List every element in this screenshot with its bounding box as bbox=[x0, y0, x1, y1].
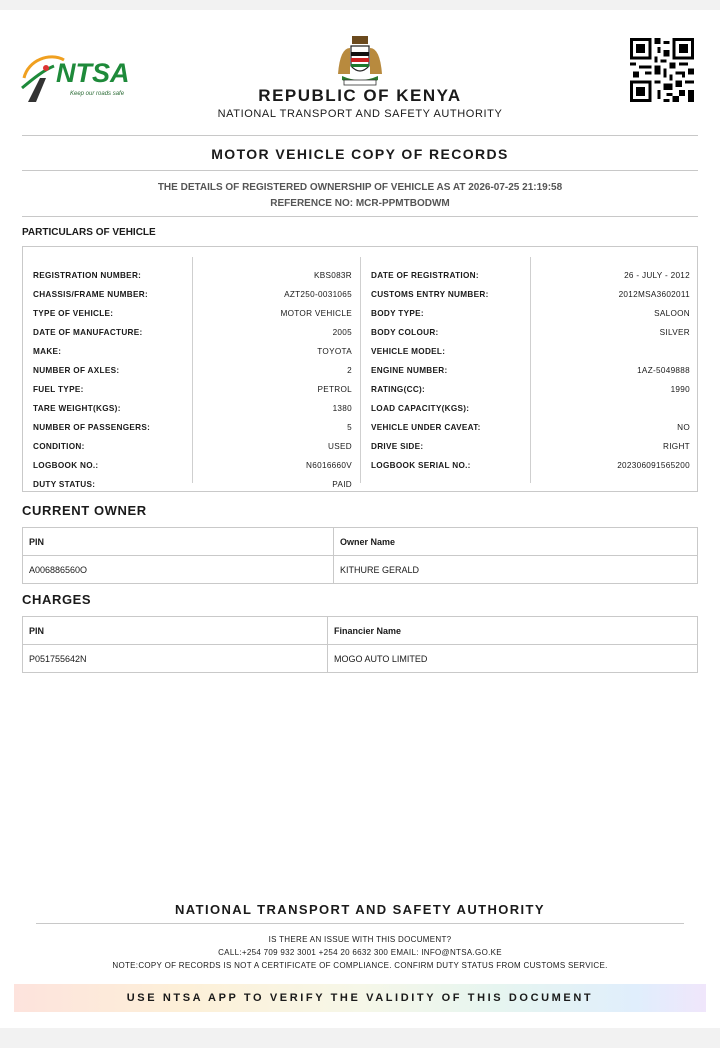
field-value: PAID bbox=[332, 480, 352, 489]
particulars-heading: PARTICULARS OF VEHICLE bbox=[22, 227, 156, 238]
field-label: TARE WEIGHT(KGS): bbox=[33, 404, 121, 413]
field-label: LOGBOOK NO.: bbox=[33, 461, 99, 470]
logo-text: NTSA bbox=[56, 58, 130, 88]
field-label: BODY TYPE: bbox=[371, 309, 424, 318]
table-header-row bbox=[23, 528, 698, 556]
field-value: 2012MSA3602011 bbox=[618, 290, 690, 299]
field-value: SILVER bbox=[659, 328, 690, 337]
field-value: 1380 bbox=[332, 404, 352, 413]
divider bbox=[22, 170, 698, 171]
authority-subheading: NATIONAL TRANSPORT AND SAFETY AUTHORITY bbox=[217, 108, 503, 120]
divider bbox=[22, 135, 698, 136]
field-label: LOAD CAPACITY(KGS): bbox=[371, 404, 470, 413]
field-value: MOTOR VEHICLE bbox=[280, 309, 352, 318]
field-label: NUMBER OF AXLES: bbox=[33, 366, 120, 375]
particulars-row bbox=[23, 442, 699, 461]
owner-name: KITHURE GERALD bbox=[334, 556, 698, 584]
current-owner-table bbox=[22, 527, 698, 584]
field-label: MAKE: bbox=[33, 347, 62, 356]
particulars-panel bbox=[22, 246, 698, 492]
field-label: BODY COLOUR: bbox=[371, 328, 439, 337]
field-value: KBS083R bbox=[313, 271, 352, 280]
field-value: 2 bbox=[347, 366, 352, 375]
field-label: DUTY STATUS: bbox=[33, 480, 96, 489]
owner-name-column-header: Owner Name bbox=[334, 528, 698, 556]
field-value: SALOON bbox=[654, 309, 690, 318]
particulars-row bbox=[23, 461, 699, 480]
field-value: 5 bbox=[347, 423, 352, 432]
particulars-row bbox=[23, 385, 699, 404]
financier-name-column-header: Financier Name bbox=[328, 617, 698, 645]
field-value: 26 - JULY - 2012 bbox=[624, 271, 690, 280]
field-label: REGISTRATION NUMBER: bbox=[33, 271, 142, 280]
reference-number: REFERENCE NO: MCR-PPMTBODWM bbox=[270, 198, 450, 209]
document-title: MOTOR VEHICLE COPY OF RECORDS bbox=[211, 146, 509, 162]
table-row bbox=[23, 645, 698, 673]
field-value: 2005 bbox=[332, 328, 352, 337]
ownership-details bbox=[0, 180, 720, 212]
charges-table bbox=[22, 616, 698, 673]
field-value: PETROL bbox=[317, 385, 352, 394]
footer-issue: IS THERE AN ISSUE WITH THIS DOCUMENT? bbox=[268, 935, 452, 944]
verify-banner: USE NTSA APP TO VERIFY THE VALIDITY OF THIS DOCUMENT bbox=[14, 984, 706, 1012]
field-value: 1AZ-5049888 bbox=[637, 366, 690, 375]
field-label: DATE OF REGISTRATION: bbox=[371, 271, 479, 280]
footer-contact: CALL:+254 709 932 3001 +254 20 6632 300 EMAIL: INFO@NTSA.GO.KE bbox=[218, 948, 502, 957]
field-value: 202306091565200 bbox=[617, 461, 690, 470]
footer-note: NOTE:COPY OF RECORDS IS NOT A CERTIFICATE OF COMPLIANCE. CONFIRM DUTY STATUS FROM CUSTOMS SERVICE. bbox=[112, 961, 608, 970]
details-line: THE DETAILS OF REGISTERED OWNERSHIP OF VEHICLE AS AT 2026-07-25 21:19:58 bbox=[157, 182, 563, 193]
field-label: DATE OF MANUFACTURE: bbox=[33, 328, 143, 337]
field-label: CHASSIS/FRAME NUMBER: bbox=[33, 290, 149, 299]
field-value: TOYOTA bbox=[317, 347, 352, 356]
particulars-row bbox=[23, 480, 699, 499]
field-label: CUSTOMS ENTRY NUMBER: bbox=[371, 290, 489, 299]
owner-pin: A006886560O bbox=[23, 556, 334, 584]
field-label: VEHICLE MODEL: bbox=[371, 347, 446, 356]
current-owner-heading: CURRENT OWNER bbox=[22, 503, 147, 518]
field-label: CONDITION: bbox=[33, 442, 85, 451]
charges-heading: CHARGES bbox=[22, 592, 92, 607]
document-sheet bbox=[0, 10, 720, 1028]
footer-title: NATIONAL TRANSPORT AND SAFETY AUTHORITY bbox=[175, 902, 545, 917]
particulars-row bbox=[23, 347, 699, 366]
field-label: VEHICLE UNDER CAVEAT: bbox=[371, 423, 481, 432]
republic-heading: REPUBLIC OF KENYA bbox=[258, 86, 462, 105]
logo-tagline: Keep our roads safe bbox=[70, 91, 125, 97]
field-value: USED bbox=[328, 442, 352, 451]
divider bbox=[22, 216, 698, 217]
field-label: LOGBOOK SERIAL NO.: bbox=[371, 461, 471, 470]
field-value: 1990 bbox=[670, 385, 690, 394]
particulars-row bbox=[23, 366, 699, 385]
field-label: TYPE OF VEHICLE: bbox=[33, 309, 114, 318]
particulars-row bbox=[23, 328, 699, 347]
field-label: DRIVE SIDE: bbox=[371, 442, 424, 451]
particulars-row bbox=[23, 404, 699, 423]
field-label: ENGINE NUMBER: bbox=[371, 366, 448, 375]
particulars-row bbox=[23, 423, 699, 442]
field-value: N6016660V bbox=[306, 461, 352, 470]
field-label: RATING(CC): bbox=[371, 385, 426, 394]
table-header-row bbox=[23, 617, 698, 645]
field-label: NUMBER OF PASSENGERS: bbox=[33, 423, 151, 432]
pin-column-header: PIN bbox=[23, 528, 334, 556]
financier-pin: P051755642N bbox=[23, 645, 328, 673]
field-label: FUEL TYPE: bbox=[33, 385, 84, 394]
financier-name: MOGO AUTO LIMITED bbox=[328, 645, 698, 673]
field-value: NO bbox=[677, 423, 690, 432]
kenya-coat-of-arms-icon bbox=[334, 34, 386, 88]
particulars-row bbox=[23, 309, 699, 328]
field-value: RIGHT bbox=[663, 442, 690, 451]
field-value: AZT250-0031065 bbox=[284, 290, 352, 299]
particulars-row bbox=[23, 290, 699, 309]
table-row bbox=[23, 556, 698, 584]
divider bbox=[36, 923, 684, 924]
pin-column-header: PIN bbox=[23, 617, 328, 645]
particulars-row bbox=[23, 271, 699, 290]
